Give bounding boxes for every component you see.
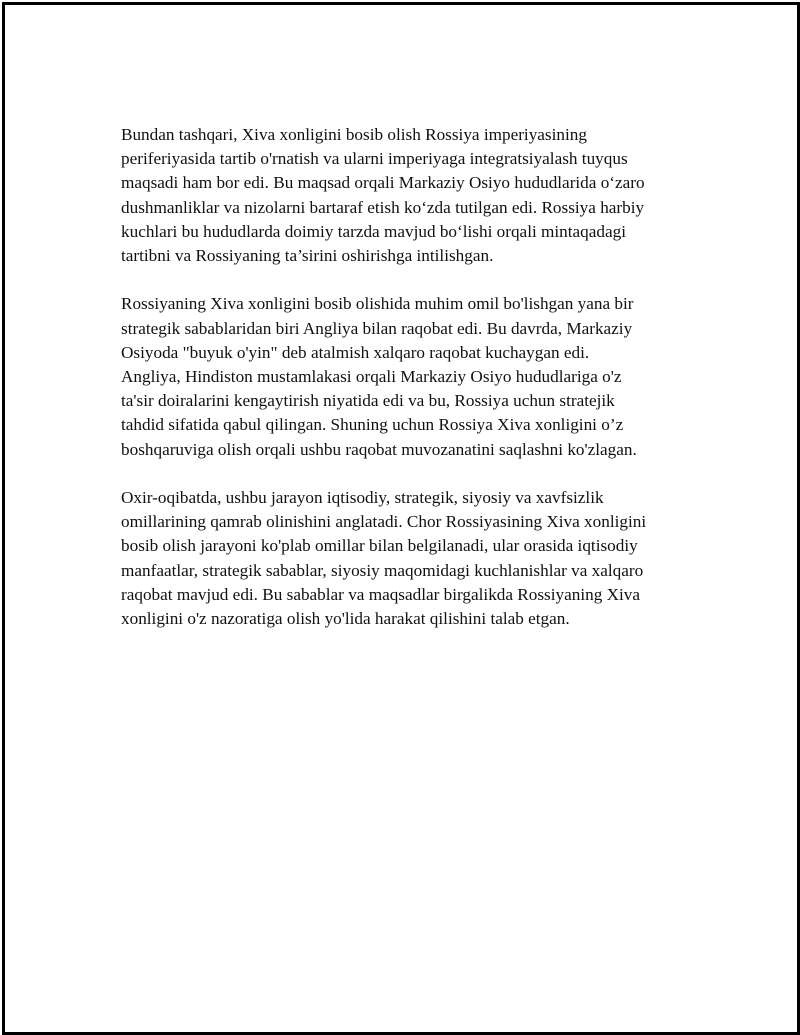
text-line: Rossiyaning Xiva xonligini bosib olishida muhim omil bo'lishgan yana bir	[121, 294, 634, 314]
text-line: kuchlari bu hududlarda doimiy tarzda mavjud bo‘lishi orqali mintaqadagi	[121, 221, 626, 241]
text-line: Osiyoda "buyuk o'yin" deb atalmish xalqaro raqobat kuchaygan edi.	[121, 342, 590, 362]
text-line: ta'sir doiralarini kengaytirish niyatida edi va bu, Rossiya uchun stratejik	[121, 391, 615, 411]
text-line: xonligini o'z nazoratiga olish yo'lida harakat qilishini talab etgan.	[121, 609, 570, 629]
paragraph-3	[121, 486, 696, 631]
text-line: maqsadi ham bor edi. Bu maqsad orqali Markaziy Osiyo hududlarida o‘zaro	[121, 173, 645, 193]
text-line: manfaatlar, strategik sabablar, siyosiy maqomidagi kuchlanishlar va xalqaro	[121, 560, 644, 580]
paragraph-2	[121, 292, 696, 461]
text-line: omillarining qamrab olinishini anglatadi. Chor Rossiyasining Xiva xonligini	[121, 512, 647, 532]
text-line: Oxir-oqibatda, ushbu jarayon iqtisodiy, strategik, siyosiy va xavfsizlik	[121, 488, 604, 508]
text-line: boshqaruviga olish orqali ushbu raqobat muvozanatini saqlashni ko'zlagan.	[121, 439, 637, 459]
text-line: tartibni va Rossiyaning ta’sirini oshirishga intilishgan.	[121, 246, 494, 266]
text-line: Angliya, Hindiston mustamlakasi orqali Markaziy Osiyo hududlariga o'z	[121, 367, 622, 387]
text-line: Bundan tashqari, Xiva xonligini bosib olish Rossiya imperiyasining	[121, 125, 587, 144]
text-line: raqobat mavjud edi. Bu sabablar va maqsadlar birgalikda Rossiyaning Xiva	[121, 584, 640, 604]
text-line: dushmanliklar va nizolarni bartaraf etish ko‘zda tutilgan edi. Rossiya harbiy	[121, 197, 645, 217]
text-line: bosib olish jarayoni ko'plab omillar bilan belgilanadi, ular orasida iqtisodiy	[121, 536, 638, 556]
page-frame	[2, 2, 800, 1035]
document-body	[121, 123, 696, 655]
text-line: periferiyasida tartib o'rnatish va ularni imperiyaga integratsiyalash tuyqus	[121, 149, 628, 169]
text-line: strategik sabablaridan biri Angliya bilan raqobat edi. Bu davrda, Markaziy	[121, 318, 633, 338]
text-line: tahdid sifatida qabul qilingan. Shuning uchun Rossiya Xiva xonligini o’z	[121, 415, 624, 435]
paragraph-1	[121, 123, 696, 268]
